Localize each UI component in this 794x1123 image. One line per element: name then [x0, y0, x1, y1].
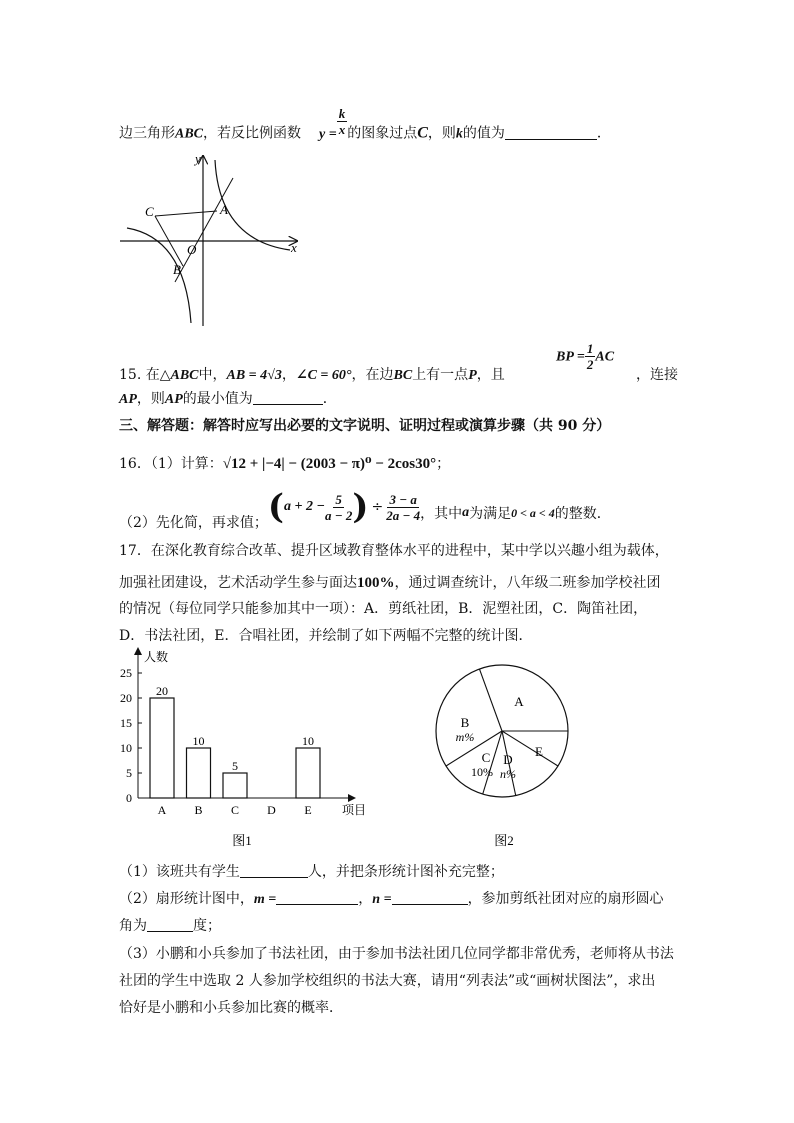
label-B: B: [173, 262, 181, 277]
q17-sub2-cont: 角为 度；: [119, 918, 221, 934]
pie-slice-text: m%: [455, 730, 475, 744]
q14-graph: [115, 148, 305, 328]
q14-line: 边三角形ABC，若反比例函数 y = $\frac{k}{x}$ 的图象过点C，则k的值为 ．: [119, 106, 611, 142]
q17-line3: 的情况（每位同学只能参加其中一项）：A．剪纸社团，B．泥塑社团，C．陶笛社团，: [119, 601, 648, 617]
q17-sub2: （2）扇形统计图中，m = ，n = ，参加剪纸社团对应的扇形圆心: [119, 891, 664, 907]
bar-ytick-label: 25: [120, 666, 132, 680]
frac-5-over-a-2: $\frac{5}{a - 2}$: [324, 491, 353, 523]
bar-category-label: A: [157, 803, 167, 817]
pie-label-B: B: [460, 715, 470, 730]
q16-part2: （2）先化简，再求值； ( a + 2 − $\frac{5}{a - 2}$ ) ÷ $\frac{3 - a}{2a - 4}$ ，其中 a 为满足 0 < a < 4 的整数．: [119, 487, 611, 531]
bar-ylabel: 人数: [144, 650, 169, 664]
pie-slice-text: 10%: [471, 765, 493, 779]
bar-B: [187, 748, 211, 798]
hyperbola-branch-2: [127, 228, 191, 323]
bar-chart-marks: [120, 647, 366, 817]
bar-category-label: C: [230, 803, 240, 817]
answer-blank-q15[interactable]: [253, 390, 323, 405]
answer-blank-total[interactable]: [240, 863, 308, 878]
one-half: $\frac{1}{2}$: [586, 341, 594, 372]
line-AB: [175, 178, 233, 282]
q15-line2: AP，则AP的最小值为 ．: [119, 391, 337, 407]
q17-sub1: （1）该班共有学生 人，并把条形统计图补充完整；: [119, 864, 504, 880]
label-y: y: [195, 151, 201, 166]
fig1-caption: 图1: [232, 833, 252, 848]
bar-ytick-label: 20: [120, 691, 132, 705]
bar-y-arrow: [134, 647, 142, 655]
q17-sub3-line3: 恰好是小鹏和小兵参加比赛的概率．: [119, 1000, 343, 1016]
answer-blank-m[interactable]: [276, 890, 358, 905]
pie-label-D: D: [503, 752, 513, 767]
q17-line2: 加强社团建设，艺术活动学生参与面达100%，通过调查统计，八年级二班参加学校社团: [119, 575, 661, 591]
q17-line1: 17．在深化教育综合改革、提升区域教育整体水平的进程中，某中学以兴趣小组为载体，: [119, 543, 669, 559]
label-C: C: [145, 204, 154, 219]
bar-C: [223, 773, 247, 798]
pie-chart: [432, 656, 592, 848]
bar-category-label: E: [304, 803, 312, 817]
bar-value-label: 5: [232, 759, 238, 773]
label-O: O: [187, 242, 197, 257]
bar-ytick-label: 10: [120, 741, 132, 755]
pie-label-A: A: [514, 694, 524, 709]
bar-chart: [112, 645, 382, 855]
bar-ytick-label: 15: [120, 716, 132, 730]
q15-connect: ，连接: [636, 367, 678, 383]
bar-category-label: B: [194, 803, 203, 817]
frac-3-a-over-2a-4: $\frac{3 - a}{2a - 4}$: [386, 491, 421, 523]
segment-CA: [155, 211, 217, 216]
label-A: A: [220, 202, 228, 217]
bar-value-label: 10: [192, 734, 205, 748]
q17-sub3-line1: （3）小鹏和小兵参加了书法社团，由于参加书法社团几位同学都非常优秀，老师将从书法: [119, 946, 674, 962]
bar-ytick-label: 5: [126, 766, 132, 780]
fig2-caption: 图2: [494, 833, 514, 848]
label-x: x: [291, 240, 297, 255]
pie-label-E: E: [535, 744, 543, 759]
pie-slice-text: n%: [500, 767, 516, 781]
q15-line1: 15. 在△ABC中，AB = 4√3，∠C = 60°，在边BC上有一点P，且: [119, 367, 505, 383]
answer-blank-n[interactable]: [392, 890, 468, 905]
q17-line4: D．书法社团，E．合唱社团，并绘制了如下两幅不完整的统计图．: [119, 628, 533, 644]
bar-A: [150, 698, 174, 798]
q17-sub3-line2: 社团的学生中选取 2 人参加学校组织的书法大赛，请用“列表法”或“画树状图法”，求出: [119, 973, 656, 989]
bar-x-arrow: [348, 794, 356, 802]
pie-label-C: C: [481, 750, 491, 765]
answer-blank-q14[interactable]: [505, 125, 597, 140]
bar-category-label: D: [267, 803, 276, 817]
bar-value-label: 10: [302, 734, 314, 748]
q16-part1: 16．（1）计算：√12 + |−4| − (2003 − π)⁰ − 2cos30°；: [119, 456, 451, 472]
bar-E: [296, 748, 320, 798]
answer-blank-angle[interactable]: [147, 917, 193, 932]
bar-xlabel: 项目: [342, 803, 367, 817]
q15-bp-expr: BP = $\frac{1}{2}$ AC: [556, 341, 615, 372]
bar-value-label: 20: [156, 684, 168, 698]
pie-chart-marks: [436, 665, 568, 797]
section-heading: 三、解答题：解答时应写出必要的文字说明、证明过程或演算步骤（共 90 分）: [119, 418, 611, 434]
k-over-x: $\frac{k}{x}$: [338, 106, 346, 137]
bar-ytick-label: 0: [126, 791, 132, 805]
